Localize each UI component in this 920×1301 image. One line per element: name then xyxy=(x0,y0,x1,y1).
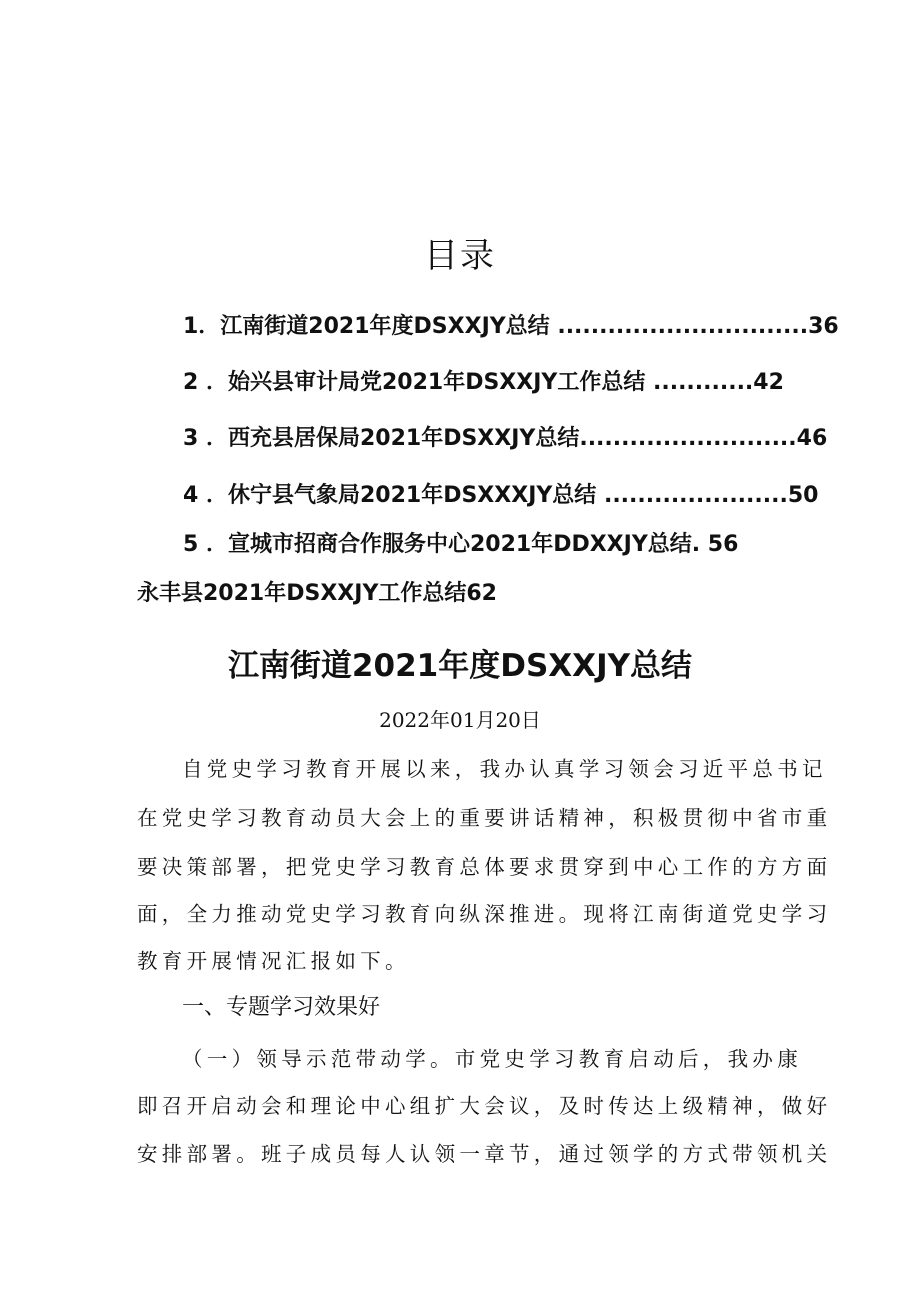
paragraph-line: 即召开启动会和理论中心组扩大会议，及时传达上级精神，做好 xyxy=(137,1094,832,1118)
toc-item-2[interactable]: 2 ．始兴县审计局党2021年DSXXJY工作总结 ............42 xyxy=(183,370,784,395)
toc-item-4[interactable]: 4 ．休宁县气象局2021年DSXXXJY总结 ......................50 xyxy=(183,483,819,508)
paragraph-line: （一）领导示范带动学。市党史学习教育启动后，我办康 xyxy=(182,1047,802,1071)
document-title: 江南街道2021年度DSXXJY总结 xyxy=(227,648,693,684)
intro-line: 面，全力推动党史学习教育向纵深推进。现将江南街道党史学习 xyxy=(137,902,832,926)
paragraph-line: 安排部署。班子成员每人认领一章节，通过领学的方式带领机关 xyxy=(137,1142,832,1166)
toc-item-3[interactable]: 3 ．西充县居保局2021年DSXXJY总结..........................46 xyxy=(183,426,828,451)
toc-item-6[interactable]: 永丰县2021年DSXXJY工作总结62 xyxy=(137,581,497,606)
section-heading: 一、专题学习效果好 xyxy=(182,995,381,1020)
intro-line: 自党史学习教育开展以来，我办认真学习领会习近平总书记 xyxy=(182,757,827,781)
toc-item-5[interactable]: 5 ．宣城市招商合作服务中心2021年DDXXJY总结. 56 xyxy=(183,532,739,557)
intro-line: 在党史学习教育动员大会上的重要讲话精神，积极贯彻中省市重 xyxy=(137,806,832,830)
intro-line: 教育开展情况汇报如下。 xyxy=(137,949,410,973)
toc-item-1[interactable]: 1．江南街道2021年度DSXXJY总结 ..............................36 xyxy=(183,314,839,339)
toc-title: 目录 xyxy=(424,236,496,276)
document-date: 2022年01月20日 xyxy=(379,708,541,732)
intro-line: 要决策部署，把党史学习教育总体要求贯穿到中心工作的方方面 xyxy=(137,855,832,879)
